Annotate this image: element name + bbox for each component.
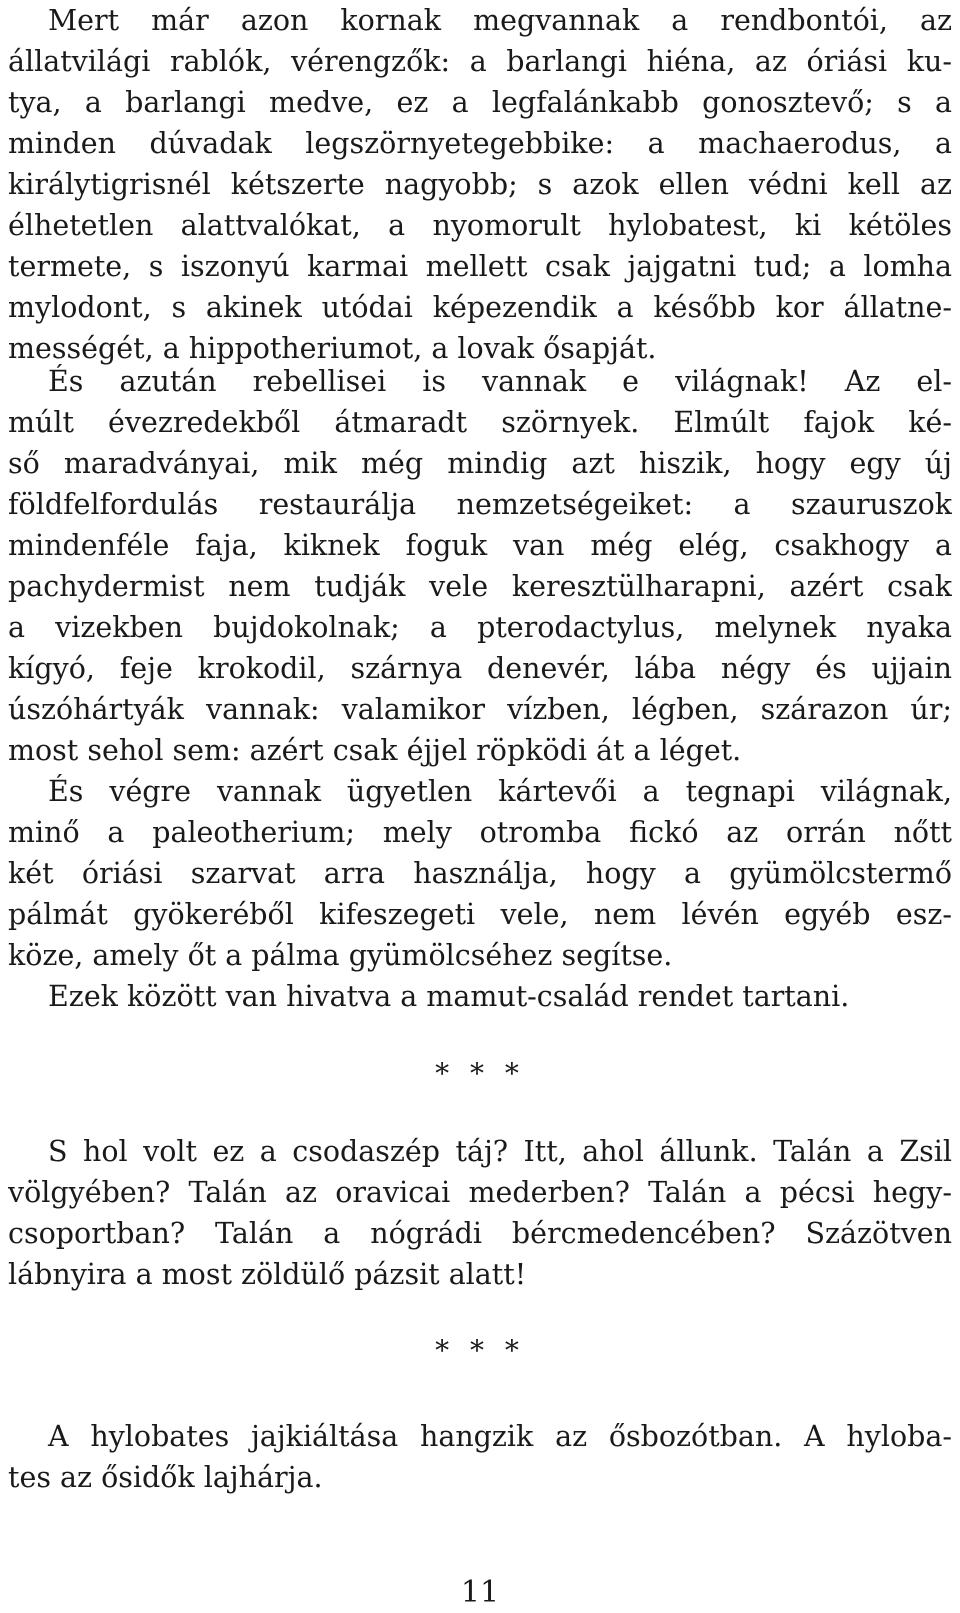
text-line: most sehol sem: azért csak éjjel röpködi át a léget. — [8, 734, 742, 767]
text-line: pálmát gyökeréből kifeszegeti vele, nem lévén egyéb esz- — [8, 898, 952, 931]
text-line: királytigrisnél kétszerte nagyobb; s azok ellen védni kell az — [8, 168, 952, 201]
text-line: Mert már azon kornak megvannak a rendbontói, az — [48, 4, 952, 37]
text-line: múlt évezredekből átmaradt szörnyek. Elmúlt fajok ké- — [8, 406, 952, 439]
text-line: kígyó, feje krokodil, szárnya denevér, lába négy és ujjain — [8, 652, 952, 685]
paragraph — [8, 1416, 952, 1498]
paragraph — [8, 1131, 952, 1295]
text-line: A hylobates jajkiáltása hangzik az ősbozótban. A hyloba- — [48, 1420, 952, 1453]
text-line: termete, s iszonyú karmai mellett csak jajgatni tud; a lomha — [8, 250, 952, 283]
text-line: S hol volt ez a csodaszép táj? Itt, ahol állunk. Talán a Zsil — [48, 1135, 952, 1168]
text-line: mességét, a hippotheriumot, a lovak ősapját. — [8, 332, 657, 365]
text-line: lábnyira a most zöldülő pázsit alatt! — [8, 1258, 527, 1291]
text-line: élhetetlen alattvalókat, a nyomorult hylobatest, ki kétöles — [8, 209, 952, 242]
text-line: a vizekben bujdokolnak; a pterodactylus, melynek nyaka — [8, 611, 952, 644]
text-line: És azután rebellisei is vannak e világnak! Az el- — [48, 365, 952, 398]
text-line: mindenféle faja, kiknek foguk van még elég, csakhogy a — [8, 529, 952, 562]
text-line: úszóhártyák vannak: valamikor vízben, légben, szárazon úr; — [8, 693, 952, 726]
paragraph — [8, 976, 952, 1017]
text-line: pachydermist nem tudják vele keresztülharapni, azért csak — [8, 570, 952, 603]
section-separator: * * * — [435, 1057, 525, 1090]
section-separator: * * * — [435, 1334, 525, 1367]
text-line: csoportban? Talán a nógrádi bércmedencében? Százötven — [8, 1217, 952, 1250]
text-line: tes az ősidők lajhárja. — [8, 1461, 323, 1494]
text-line: földfelfordulás restaurálja nemzetségeiket: a szauruszok — [8, 488, 952, 521]
paragraph — [8, 0, 952, 369]
text-line: ső maradványai, mik még mindig azt hiszik, hogy egy új — [8, 447, 952, 480]
page-number: 11 — [460, 1575, 500, 1610]
text-line: völgyében? Talán az oravicai mederben? Talán a pécsi hegy- — [8, 1176, 952, 1209]
paragraph — [8, 361, 952, 771]
text-line: minden dúvadak legszörnyetegebbike: a machaerodus, a — [8, 127, 952, 160]
text-line: És végre vannak ügyetlen kártevői a tegnapi világnak, — [48, 775, 952, 808]
paragraph — [8, 771, 952, 976]
text-line: minő a paleotherium; mely otromba fickó az orrán nőtt — [8, 816, 952, 849]
text-line: két óriási szarvat arra használja, hogy a gyümölcstermő — [8, 857, 952, 890]
text-line: állatvilági rablók, vérengzők: a barlangi hiéna, az óriási ku- — [8, 45, 952, 78]
text-line: Ezek között van hivatva a mamut-család rendet tartani. — [48, 980, 850, 1013]
text-line: tya, a barlangi medve, ez a legfalánkabb gonosztevő; s a — [8, 86, 952, 119]
text-line: köze, amely őt a pálma gyümölcséhez segítse. — [8, 939, 673, 972]
text-line: mylodont, s akinek utódai képezendik a később kor állatne- — [8, 291, 952, 324]
